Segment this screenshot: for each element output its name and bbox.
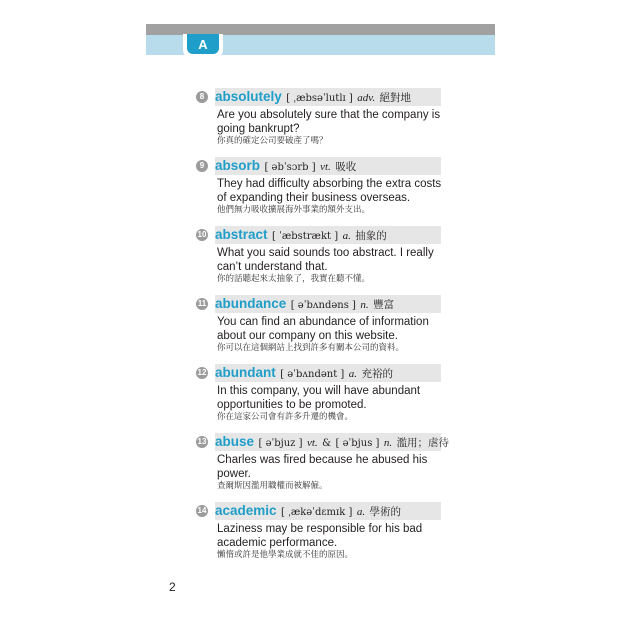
chinese-meaning: 抽象的 <box>355 230 387 242</box>
part-of-speech: adv. <box>357 92 376 104</box>
example-sentence: Charles was fired because he abused his power. <box>217 454 428 480</box>
part-of-speech: vt. <box>306 437 318 449</box>
part-of-speech: vt. <box>320 161 331 173</box>
entry-number-badge: 9 <box>196 160 208 172</box>
pronunciation: [ ˈæbstrækt ] <box>271 231 339 242</box>
entry-number-badge: 10 <box>197 230 207 239</box>
page-number: 2 <box>169 580 176 594</box>
example-sentence: They had difficulty absorbing the extra costs of expanding their business overseas. <box>217 178 442 204</box>
part-of-speech: a. <box>348 368 358 380</box>
example-sentence: What you said sounds too abstract. I really can’t understand that. <box>217 247 434 273</box>
entry-headline <box>215 226 441 244</box>
headword: absorb <box>215 158 261 173</box>
headword: absolutely <box>215 89 282 104</box>
headword: abstract <box>215 227 268 242</box>
entry-number-badge: 8 <box>196 91 208 103</box>
headword: abuse <box>215 434 255 449</box>
example-sentence: You can find an abundance of information about our company on this website. <box>217 316 429 342</box>
part-of-speech: a. <box>342 230 351 242</box>
headword: abundance <box>215 296 287 311</box>
entry-number-badge: 11 <box>197 299 207 308</box>
chinese-meaning: 吸收 <box>335 161 357 173</box>
chinese-meaning: 充裕的 <box>361 368 393 380</box>
entry-number-badge: 13 <box>197 437 207 446</box>
entry-headline <box>215 433 450 451</box>
example-sentence: In this company, you will have abundant opportunities to be promoted. <box>217 385 421 411</box>
entry-headline <box>215 295 441 313</box>
entry-number-badge: 14 <box>197 506 207 515</box>
pronunciation: [ əˈbʌndənt ] <box>280 369 345 380</box>
part-of-speech: a. <box>356 506 366 518</box>
pronunciation: [ ˌækəˈdɛmɪk ] <box>281 507 353 518</box>
pronunciation: [ əˈbʌndəns ] <box>290 300 356 311</box>
entry-headline <box>215 88 441 106</box>
chinese-meaning: 學術的 <box>369 506 402 518</box>
example-translation: 查爾斯因濫用職權而被解僱。 <box>217 481 328 491</box>
example-translation: 懶惰或許是他學業成就不佳的原因。 <box>217 550 354 560</box>
example-translation: 你真的確定公司要破產了嗎？ <box>217 136 328 146</box>
example-sentence: Laziness may be responsible for his bad academic performance. <box>217 523 423 549</box>
headword: abundant <box>215 365 276 380</box>
part-of-speech: n. <box>360 299 369 311</box>
entry-headline <box>215 502 441 520</box>
section-tab: A <box>187 34 219 54</box>
example-translation: 你在這家公司會有許多升遷的機會。 <box>217 412 354 422</box>
pronunciation: [ əbˈsɔrb ] <box>264 162 316 173</box>
headword: academic <box>215 503 277 518</box>
entry-headline <box>215 364 441 382</box>
pronunciation: [ ˌæbsəˈlutlɪ ] <box>286 93 353 104</box>
chinese-meaning: 絕對地 <box>379 92 412 104</box>
example-translation: 你可以在這個網站上找到許多有關本公司的資料。 <box>217 343 405 353</box>
entry-headline <box>215 157 441 175</box>
pronunciation-noun: [ əˈbjus ] <box>335 438 380 449</box>
chinese-meaning: 豐富 <box>373 299 395 311</box>
pronunciation: [ əˈbjuz ] <box>258 438 303 449</box>
part-of-speech-noun: n. <box>383 437 393 449</box>
ampersand: & <box>322 438 332 449</box>
example-sentence: Are you absolutely sure that the company is going bankrupt? <box>217 109 441 135</box>
chinese-meaning: 濫用；虐待 <box>396 437 450 449</box>
example-translation: 你的話聽起來太抽象了，我實在聽不懂。 <box>217 274 371 284</box>
entry-number-badge: 12 <box>197 368 207 377</box>
example-translation: 他們無力吸收擴展海外事業的額外支出。 <box>217 205 371 215</box>
